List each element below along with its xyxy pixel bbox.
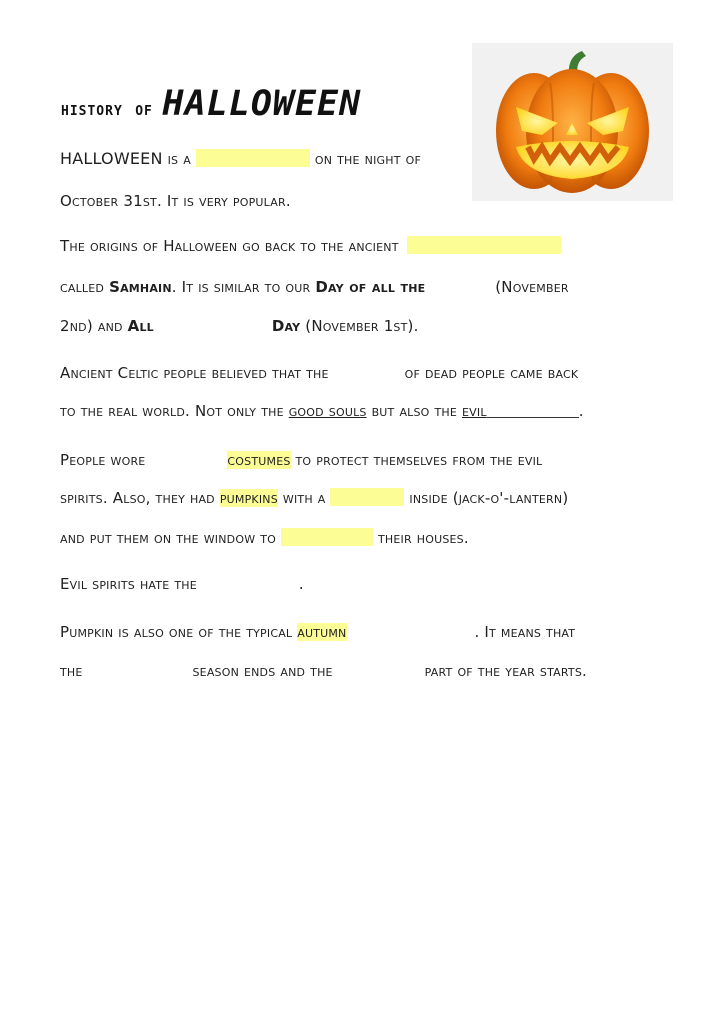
answer-blank-9[interactable] bbox=[281, 528, 373, 546]
word-costumes: costumes bbox=[227, 451, 291, 469]
page-title bbox=[61, 84, 361, 124]
text: . bbox=[578, 402, 584, 420]
paragraph-2-line-3 bbox=[60, 316, 419, 336]
word-all: All bbox=[127, 317, 154, 335]
paragraph-2-line-2 bbox=[60, 277, 569, 297]
answer-blank-2[interactable] bbox=[407, 236, 561, 254]
word-good-souls: good souls bbox=[288, 402, 367, 420]
paragraph-2-line-1 bbox=[60, 236, 561, 256]
text: (November 1st). bbox=[305, 317, 419, 335]
text: the bbox=[60, 662, 83, 680]
text: The origins of Halloween go back to the ancient bbox=[60, 237, 399, 255]
paragraph-1-line-1 bbox=[60, 149, 421, 169]
text: with a bbox=[282, 489, 326, 507]
text: called bbox=[60, 278, 105, 296]
word-halloween: HALLOWEEN bbox=[60, 149, 163, 168]
text: inside (jack-o'-lantern) bbox=[409, 489, 569, 507]
text: of dead people came back bbox=[404, 364, 579, 382]
paragraph-4-line-3 bbox=[60, 528, 469, 548]
text: and put them on the window to bbox=[60, 529, 277, 547]
word-autumn: autumn bbox=[297, 623, 347, 641]
paragraph-3-line-1 bbox=[60, 363, 578, 383]
word-samhain: Samhain bbox=[109, 278, 172, 296]
text: to the real world. Not only the bbox=[60, 402, 284, 420]
pumpkin-image bbox=[472, 43, 673, 201]
jack-o-lantern-icon bbox=[472, 43, 673, 201]
text: season ends and the bbox=[192, 662, 333, 680]
text: Pumpkin is also one of the typical bbox=[60, 623, 293, 641]
text: . It is similar to our bbox=[171, 278, 311, 296]
text: People wore bbox=[60, 451, 146, 469]
word-day-of-all-the: Day of all the bbox=[315, 278, 426, 296]
paragraph-3-line-2 bbox=[60, 401, 584, 421]
text: . It means that bbox=[474, 623, 576, 641]
text: their houses. bbox=[377, 529, 469, 547]
text: spirits. Also, they had bbox=[60, 489, 215, 507]
word-pumpkins: pumpkins bbox=[219, 489, 278, 507]
text: to protect themselves from the evil bbox=[295, 451, 543, 469]
word-day: Day bbox=[271, 317, 301, 335]
text: on the night of bbox=[314, 150, 421, 168]
text: but also the bbox=[371, 402, 458, 420]
text: Evil spirits hate the bbox=[60, 575, 197, 593]
paragraph-4-line-1 bbox=[60, 450, 542, 470]
answer-blank-6[interactable] bbox=[487, 402, 579, 418]
paragraph-1-line-2: October 31st. It is very popular. bbox=[60, 192, 291, 210]
text: . bbox=[298, 575, 304, 593]
paragraph-6-line-2 bbox=[60, 661, 587, 681]
text: (November bbox=[495, 278, 569, 296]
paragraph-6-line-1 bbox=[60, 622, 575, 642]
title-prefix: history of bbox=[61, 98, 153, 120]
text: is a bbox=[167, 150, 191, 168]
paragraph-5-line-1 bbox=[60, 574, 304, 594]
answer-blank-8[interactable] bbox=[330, 488, 404, 506]
answer-blank-1[interactable] bbox=[196, 149, 310, 167]
text: part of the year starts. bbox=[424, 662, 587, 680]
word-evil: evil bbox=[462, 402, 487, 420]
text: Ancient Celtic people believed that the bbox=[60, 364, 329, 382]
paragraph-4-line-2 bbox=[60, 488, 568, 508]
text: 2nd) and bbox=[60, 317, 123, 335]
title-main: HALLOWEEN bbox=[162, 84, 362, 124]
